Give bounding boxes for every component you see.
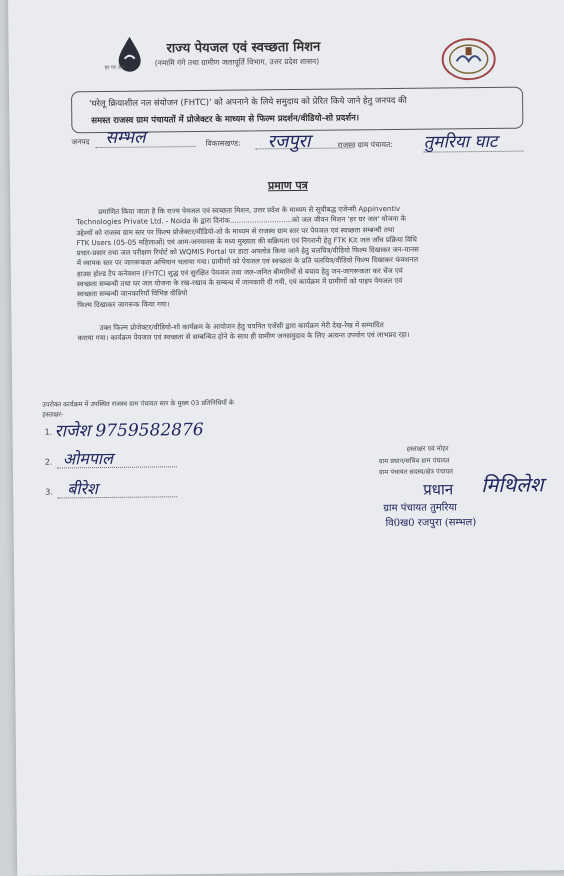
para1-line: फिल्म दिखाकर जागरूक किया गया। [77,299,170,309]
certificate-paragraph-1 [76,202,537,310]
subject-line-1: 'घरेलू क्रियाशील नल संयोजन (FHTC)' को अपनाने के लिये समुदाय को प्रेरित किये जाने हेतु जनपद की [89,95,407,110]
mission-title: राज्य पेयजल एवं स्वच्छता मिशन [166,39,321,57]
attendee-2-signature: ओमपाल [62,448,113,469]
stamp-panchayat: ग्राम पंचायत तुमरिया [383,502,457,515]
block-label: विकासखण्ड: [205,138,241,148]
attendees-heading-line: हस्ताक्षर- [42,410,64,419]
district-value: सम्भल [105,127,146,148]
stamp-pradhan: प्रधान [423,480,454,499]
pradhan-signature: मिथिलेश [481,472,544,498]
para1-line: प्रचार-प्रसार तथा जल परीक्षण रिपोर्ट को WQMIS Portal पर डाटा अपलोड किया जाने हेतु चलचित्र/वीडियो फिल्म दिखाकर जन-मानस [76,245,419,258]
para2-line: उक्त फिल्म प्रोजेक्टर/वीडियो-शो कार्यक्रम के आयोजन हेतु चयनित एजेंसी द्वारा कार्यक्रम मेरी देख-रेख में सम्पादित [99,321,384,333]
up-government-emblem-icon [440,37,496,82]
mission-subtitle: (नमामि गंगे तथा ग्रामीण जलापूर्ति विभाग, उत्तर प्रदेश शासन) [154,56,320,68]
para1-line: FTK Users (05-05 महिलाओं) एवं आम-जनमानस के मध्य मुख्यता की सक्रियता एवं निगरानी हेतु FTK Kit जल जाँच प्रक्रिया विधि [76,235,417,248]
para1-line: हाउस होल्ड टैप कनेक्शन (FHTC) शुद्ध एवं सुरक्षित पेयजल तथा जल-जनित बीमारियों से बचाव हेतु जन-जागरूकता कर चेंज एवं [76,266,403,279]
para1-line: प्रमाणित किया जाता है कि राज्य पेयजल एवं स्वच्छता मिशन, उत्तर प्रदेश के माध्यम से सूचीबद्ध एजेन्सी Appinventiv [98,204,401,217]
district-label: जनपद [71,137,90,147]
attendee-number: 1. [44,427,53,437]
certificate-paragraph-2 [77,318,539,343]
signatory-label-1: हस्ताक्षर एवं मोहर [406,444,449,453]
signatory-label-3: ग्राम पंचायत सदस्य/क्षेत्र पंचायत [378,467,454,477]
para1-line: Technologies Private Ltd. - Noida के द्वारा दिनांक............................को जल जीवन मिशन 'हर घर जल' योजना के [76,215,407,227]
attendee-1-signature: राजेश 9759582876 [54,419,204,442]
para1-line: स्वच्छता सम्बन्धी जानकारियाँ विभिन्न वीडियो [77,289,188,299]
panchayat-label: राजस्व ग्राम पंचायत: [337,139,393,150]
para1-line: उद्देश्यों को राजस्व ग्राम स्तर पर फिल्म प्रोजेक्टर/वीडियो-शो के माध्यम से राजस्व ग्राम स्तर पर पेयजल एवं स्वच्छता सम्बन्धी तथा [76,225,395,237]
para2-line: कराया गया। कार्यक्रम पेयजल एवं स्वच्छता से सम्बन्धित होने के साथ ही ग्रामीण जनसमुदाय के लिए अत्यन्त उपयोग एवं लाभप्रद रहा। [77,331,410,343]
logo-motto: हर घर जल [104,64,125,71]
document-page [8,0,564,876]
attendee-3-signature: बीरेश [67,479,98,499]
attendee-number: 3. [45,487,53,497]
para1-line: में व्यापक स्तर पर जागरूकता अभियान चलाया गया। ग्रामीणों को पेयजल एवं स्वच्छता के प्रति चलचित्र/वीडियो फिल्म दिखाकर फंक्शनल [76,256,419,268]
signatory-label-2: ग्राम प्रधान/सचिव ग्राम पंचायत [378,456,450,466]
attendees-heading-line: उपरोक्त कार्यक्रम में उपस्थित राजस्व ग्राम पंचायत स्तर के मुख्य 03 प्रतिनिधियों के [42,398,234,409]
subject-line-2: समस्त राजस्व ग्राम पंचायतों में प्रोजेक्टर के माध्यम से फिल्म प्रदर्शन/वीडियो-शो प्रदर्शन। [91,113,360,127]
panchayat-value: तुमरिया घाट [423,131,498,153]
attendee-number: 2. [44,457,53,467]
certificate-title: प्रमाण पत्र [267,178,308,193]
block-value: रजपुरा [267,130,311,153]
para1-line: स्वच्छता सम्बन्धी तथा घर जल योजना के रख-रखाव के सम्बन्ध में जानकारी दी गयी, एवं कार्यक्रम में ग्रामीणों को पाइप पेयजल एवं [76,276,403,289]
stamp-block: वि0ख0 रजपुरा (सम्भल) [385,517,477,530]
